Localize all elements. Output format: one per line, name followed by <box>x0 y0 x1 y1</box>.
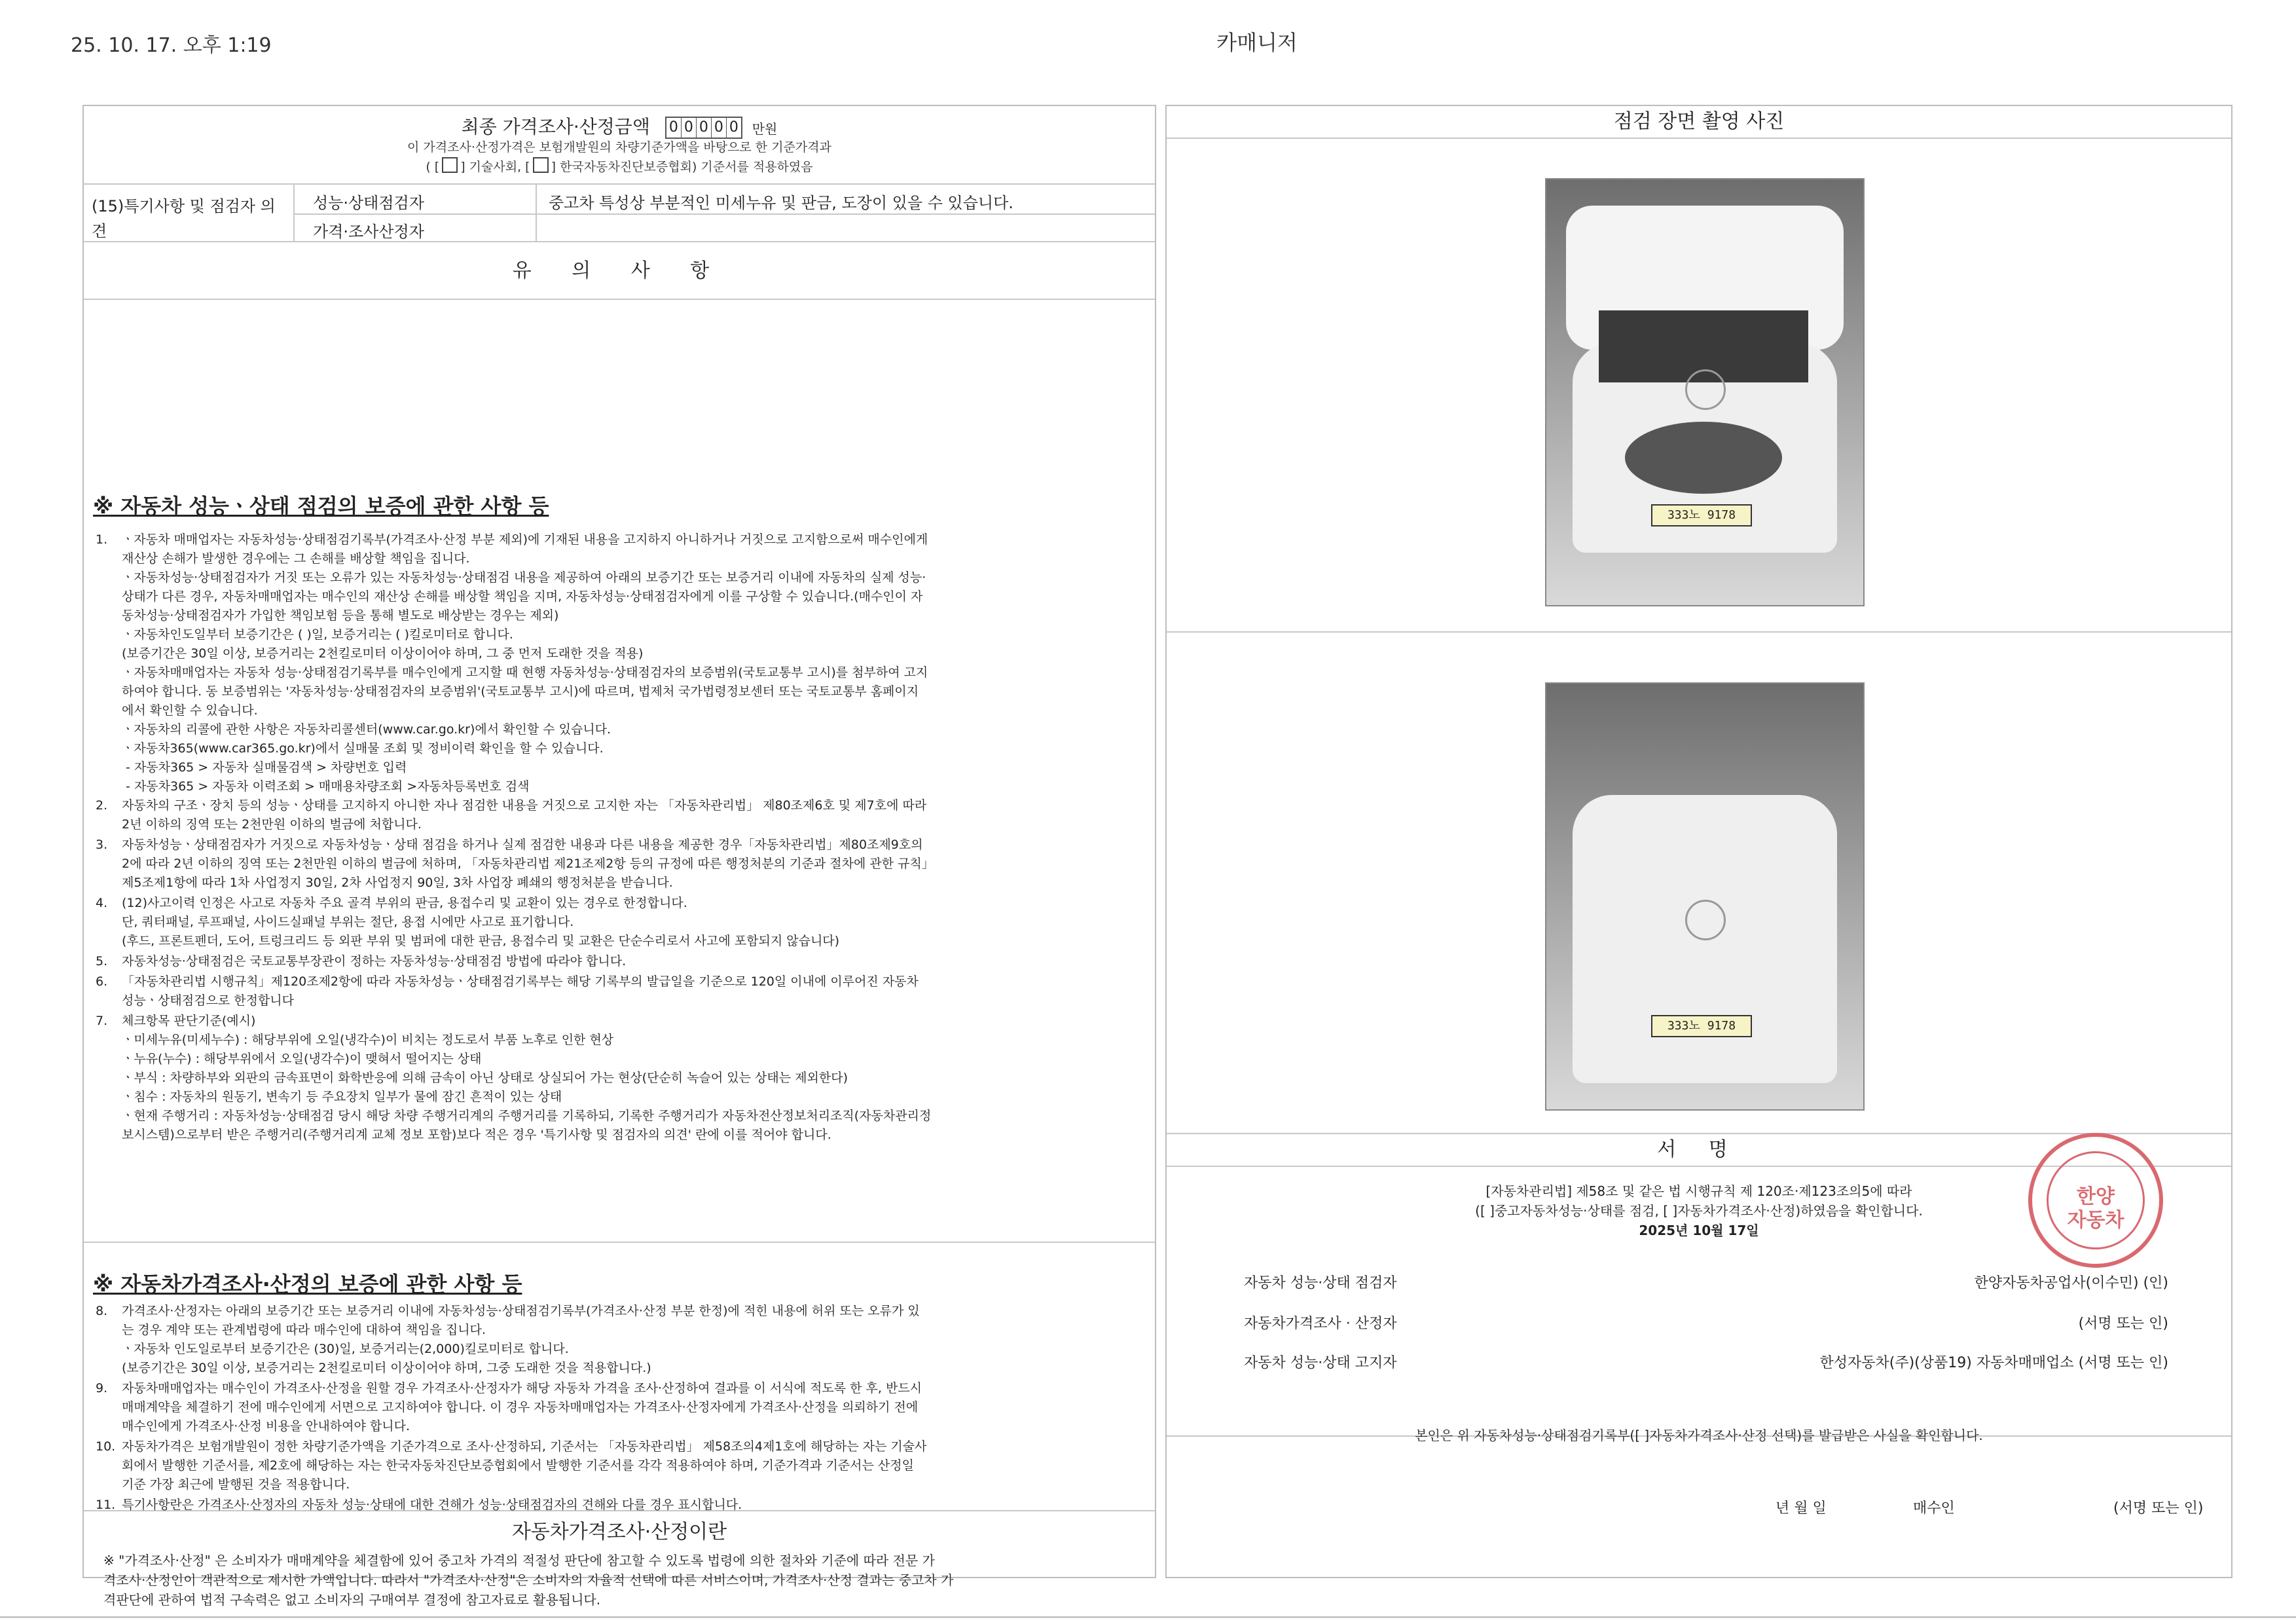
list-item: 9. 자동차매매업자는 매수인이 가격조사·산정을 원할 경우 가격조사·산정자가 해당 자동차 가격을 조사·산정하여 결과를 이 서식에 적도록 한 후, 반드시 매매계약을 체결하기 전에 매수인에게 서면으로 고지하여야 합니다. 이 경우 자동차매매업자는 가격조사·산정자에게 가격조사·산정을 의뢰하기 전에 매수인에게 가격조사·산정 비용을 안내하여야 합니다. <box>96 1381 922 1433</box>
signature-date: 2025년 10월 17일 <box>1639 1223 1759 1238</box>
inspector-opinion: 중고차 특성상 부분적인 미세누유 및 판금, 도장이 있을 수 있습니다. <box>549 194 1013 212</box>
appraiser-label: 가격·조사산정자 <box>313 223 424 241</box>
license-plate: 333노 9178 <box>1651 1015 1752 1037</box>
price-digit: 0 <box>666 118 682 138</box>
price-digit: 0 <box>729 119 738 136</box>
photo-cell-rear <box>1167 633 2231 1134</box>
section-heading: ※ 자동차가격조사·산정의 보증에 관한 사항 등 <box>93 1272 522 1297</box>
rear-car-photo <box>1545 682 1865 1111</box>
price-definition-section <box>84 1511 1155 1608</box>
warranty-items <box>84 530 1148 1145</box>
print-datetime: 25. 10. 17. 오후 1:19 <box>71 34 272 57</box>
price-digit: 0 <box>682 118 697 138</box>
list-item: 7. 체크항목 판단기준(예시) ㆍ미세누유(미세누수) : 해당부위에 오일(냉각수)이 비치는 정도로서 부품 노후로 인한 현상 ㆍ누유(누수) : 해당부위에서 오일(냉각수)이 맺혀서 떨어지는 상태 ㆍ부식 : 차량하부와 외판의 금속표면이 화학반응에 의해 금속이 아닌 상태로 상실되어 가는 현상(단순히 녹슬어 있는 상태는 제외한다) ㆍ침수 : 자동차의 원동기, 변속기 등 주요장치 일부가 물에 잠긴 흔적이 있는 상태 ㆍ현재 주행거리 : 자동차성능·상태점검 당시 해당 차량 주행거리계의 주행거리를 기록하되, 기록한 주행거리가 자동차전산정보처리조직(자동차관리정 보시스템)으로부터 받은 주행거리(주행거리계 교체 정보 포함)보다 적은 경우 '특기사항 및 점검자의 의견' 란에 이를 적어야 합니다. <box>96 1014 932 1142</box>
site-name: 카매니저 <box>1216 30 1298 55</box>
final-price-title: 최종 가격조사·산정금액 <box>461 116 650 138</box>
price-digit: 0 <box>697 118 712 138</box>
notice-panel <box>82 105 1156 1608</box>
price-warranty-section <box>84 1243 1155 1511</box>
price-basis-text: 이 가격조사·산정가격은 보험개발원의 차량기준가액을 바탕으로 한 기준가격과 <box>407 140 831 155</box>
price-items <box>84 1302 1148 1515</box>
law-confirmation: ([ ]중고자동차성능·상태를 점검, [ ]자동차가격조사·산정)하였음을 확인합니다. <box>1475 1203 1923 1219</box>
mercedes-emblem-icon <box>1685 900 1726 940</box>
signer-row-notifier: 자동차 성능·상태 고지자 한성자동차(주)(상품19) 자동차매매업소 (서명 또는 인) <box>1244 1355 2168 1371</box>
price-digit: 0 <box>712 118 727 138</box>
list-item: 8. 가격조사·산정자는 아래의 보증기간 또는 보증거리 이내에 자동차성능·상태점검기록부(가격조사·산정 부분 한정)에 적힌 내용에 허위 또는 오류가 있 는 경우 계약 또는 관계법령에 따라 매수인에 대하여 책임을 집니다. ㆍ자동차 인도일로부터 보증기간은 (30)일, 보증거리는(2,000)킬로미터로 합니다. (보증기간은 30일 이상, 보증거리는 2천킬로미터 이상이어야 하며, 그중 도래한 것을 적용합니다.) <box>96 1304 920 1375</box>
license-plate: 333노 9178 <box>1651 504 1752 526</box>
list-item: 2. 자동차의 구조ㆍ장치 등의 성능ㆍ상태를 고지하지 아니한 자나 점검한 내용을 거짓으로 고지한 자는 「자동차관리법」 제80조제6호 및 제7호에 따라 2년 이하의 징역 또는 2천만원 이하의 벌금에 처합니다. <box>96 798 927 832</box>
price-digit-boxes <box>665 117 742 139</box>
standard-selection: ( [ ] 기술사회, [ ] 한국자동차진단보증협회) 기준서를 적용하였음 <box>84 157 1155 175</box>
performance-warranty-section <box>84 300 1155 1243</box>
checkbox-diagnosis-assoc <box>533 157 549 173</box>
signature-title: 서 명 <box>1167 1134 2231 1167</box>
notice-title: 유 의 사 항 <box>84 242 1155 300</box>
photo-cell-front <box>1167 138 2231 633</box>
definition-title: 자동차가격조사·산정이란 <box>511 1521 727 1543</box>
list-item: 4. (12)사고이력 인정은 사고로 자동차 주요 골격 부위의 판금, 용접수리 및 교환이 있는 경우로 한정합니다. 단, 쿼터패널, 루프패널, 사이드실패널 부위는 절단, 용접 시에만 사고로 표기합니다. (후드, 프론트펜더, 도어, 트렁크리드 등 외판 부위 및 범퍼에 대한 판금, 용접수리 및 교환은 단순수리로서 사고에 포함되지 않습니다) <box>96 896 840 948</box>
section-heading: ※ 자동차 성능ㆍ상태 점검의 보증에 관한 사항 등 <box>93 494 549 519</box>
list-item: 3. 자동차성능ㆍ상태점검자가 거짓으로 자동차성능ㆍ상태 점검을 하거나 실제 점검한 내용과 다른 내용을 제공한 경우「자동차관리법」제80조제9호의 2에 따라 2년 이하의 징역 또는 2천만원 이하의 벌금에 처하며, 「자동차관리법 제21조제2항 등의 규정에 따른 행정처분의 기준과 절차에 관한 규칙」 제5조제1항에 따라 1차 사업정지 30일, 2차 사업정지 90일, 3차 사업장 폐쇄의 행정처분을 받습니다. <box>96 838 934 890</box>
list-item: 10. 자동차가격은 보험개발원이 정한 차량기준가액을 기준가격으로 조사·산정하되, 기준서는 「자동차관리법」 제58조의4제1호에 해당하는 자는 기술사 회에서 발행한 기준서를, 제2호에 해당하는 자는 한국자동차진단보증협회에서 발행한 기준서를 각각 적용하여야 하며, 기준가격과 기준서는 산정일 기준 가장 최근에 발행된 것을 적용합니다. <box>96 1439 927 1492</box>
definition-text: ※ "가격조사·산정" 은 소비자가 매매계약을 체결함에 있어 중고차 가격의 적절성 판단에 참고할 수 있도록 법령에 의한 절차와 기준에 따라 전문 가 격조사·산정인이 객관적으로 제시한 가액입니다. 따라서 "가격조사·산정"은 소비자의 자율적 선택에 따른 서비스이며, 가격조사·산정 결과는 중고차 가 격판단에 관하여 법적 구속력은 없고 소비자의 구매여부 결정에 참고자료로 활용됩니다. <box>103 1553 954 1608</box>
buyer-signature: (서명 또는 인) <box>2113 1500 2204 1517</box>
final-price-section <box>84 106 1155 185</box>
special-notes-row <box>84 185 1155 242</box>
photo-signature-panel <box>1165 105 2232 1578</box>
list-item: 11. 특기사항란은 가격조사·산정자의 자동차 성능·상태에 대한 견해가 성능·상태점검자의 견해와 다를 경우 표시합니다. <box>96 1498 742 1512</box>
mercedes-emblem-icon <box>1685 369 1726 410</box>
buyer-label: 매수인 <box>1913 1500 1955 1517</box>
signer-row-appraiser: 자동차가격조사 · 산정자 (서명 또는 인) <box>1244 1316 2168 1332</box>
receipt-confirmation: 본인은 위 자동차성능·상태점검기록부([ ]자동차가격조사·산정 선택)를 발급받은 사실을 확인합니다. <box>1415 1428 1983 1443</box>
inspector-label: 성능·상태점검자 <box>313 194 424 212</box>
law-reference: [자동차관리법] 제58조 및 같은 법 시행규칙 제 120조·제123조의5에 따라 <box>1485 1183 1912 1199</box>
page-bottom-rule <box>0 1616 2296 1618</box>
photo-section-title: 점검 장면 촬영 사진 <box>1167 106 2231 139</box>
buyer-date: 년 월 일 <box>1776 1500 1827 1517</box>
special-notes-label: (15)특기사항 및 점검자 의견 <box>92 197 276 240</box>
list-item: 5. 자동차성능·상태점검은 국토교통부장관이 정하는 자동차성능·상태점검 방법에 따라야 합니다. <box>96 954 627 969</box>
checkbox-tech-society <box>442 157 458 173</box>
list-item: 1. ㆍ자동차 매매업자는 자동차성능·상태점검기록부(가격조사·산정 부분 제외)에 기재된 내용을 고지하지 아니하거나 거짓으로 고지함으로써 매수인에게 재산상 손해가 발생한 경우에는 그 손해를 배상할 책임을 집니다. ㆍ자동차성능·상태점검자가 거짓 또는 오류가 있는 자동차성능·상태점검 내용을 제공하여 아래의 보증기간 또는 보증거리 이내에 자동차의 실제 성능· 상태가 다른 경우, 자동차매매업자는 매수인의 재산상 손해를 배상할 책임을 지며, 자동차성능·상태점검자에게 이를 구상할 수 있습니다.(매수인이 자 동차성능·상태점검자가 가입한 책임보험 등을 통해 별도로 배상받는 경우는 제외) ㆍ자동차인도일부터 보증기간은 ( )일, 보증거리는 ( )킬로미터로 합니다. (보증기간은 30일 이상, 보증거리는 2천킬로미터 이상이어야 하며, 그 중 먼저 도래한 것을 적용) ㆍ자동차매매업자는 자동차 성능·상태점검기록부를 매수인에게 고지할 때 현행 자동차성능·상태점검자의 보증범위(국토교통부 고시)를 첨부하여 고지 하여야 합니다. 동 보증범위는 '자동차성능·상태점검자의 보증범위'(국토교통부 고시)에 따르며, 법제처 국가법령정보센터 또는 국토교통부 홈페이지 에서 확인할 수 있습니다. ㆍ자동차의 리콜에 관한 사항은 자동차리콜센터(www.car.go.kr)에서 확인할 수 있습니다. ㆍ자동차365(www.car365.go.kr)에서 실매물 조회 및 정비이력 확인을 할 수 있습니다. - 자동차365 > 자동차 실매물검색 > 차량번호 입력 - 자동차365 > 자동차 이력조회 > 매매용차량조회 >자동차등록번호 검색 <box>96 532 928 794</box>
signer-row-inspector: 자동차 성능·상태 점검자 한양자동차공업사(이수민) (인) <box>1244 1275 2168 1291</box>
list-item: 6. 「자동차관리법 시행규칙」제120조제2항에 따라 자동차성능ㆍ상태점검기록부는 해당 기록부의 발급일을 기준으로 120일 이내에 이루어진 자동차 성능ㆍ상태점검으로 한정합니다 <box>96 974 919 1008</box>
price-unit: 만원 <box>752 120 778 137</box>
front-engine-photo <box>1545 178 1865 606</box>
company-seal-stamp: 한양 자동차 <box>2028 1133 2163 1268</box>
